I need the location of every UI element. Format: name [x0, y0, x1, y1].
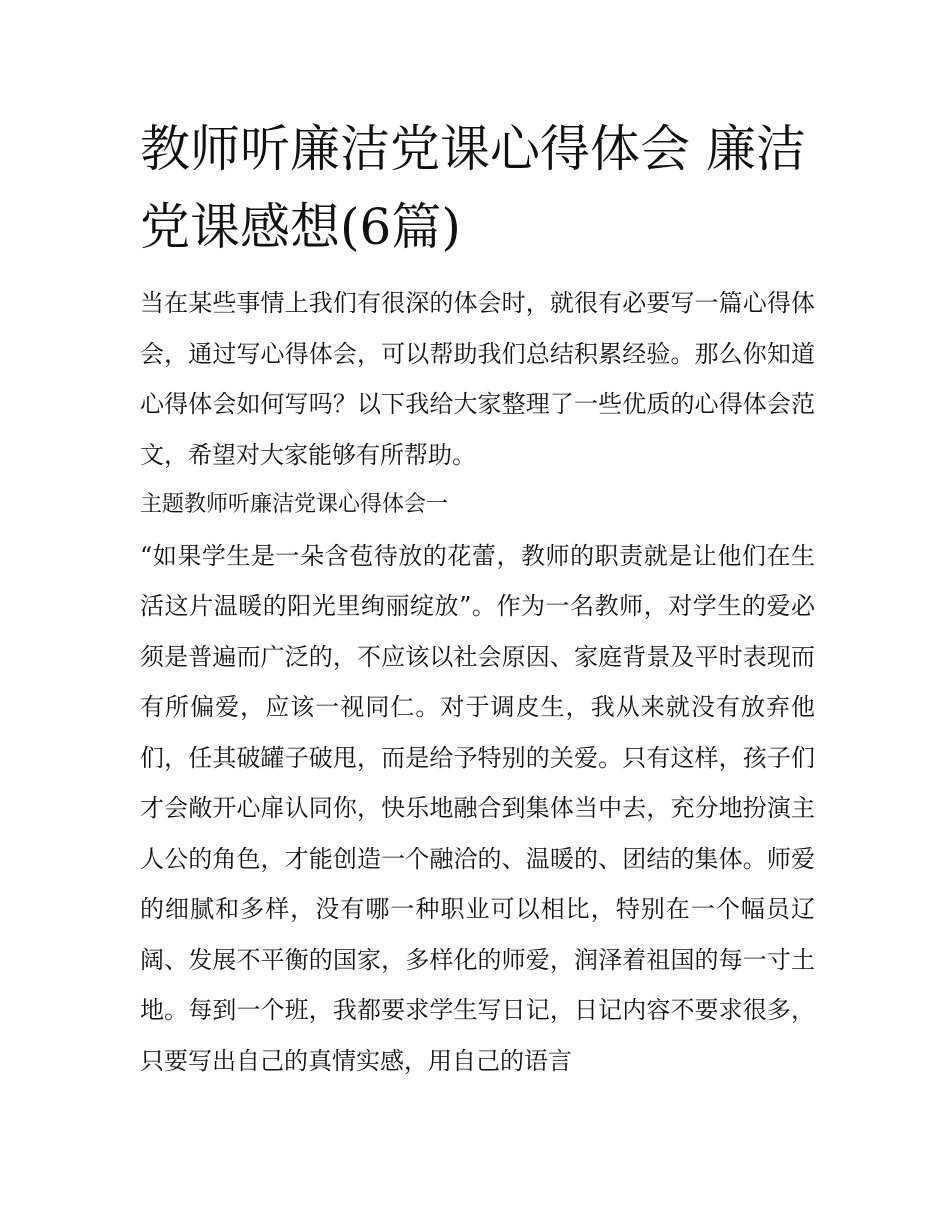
document-page — [140, 110, 815, 1086]
body-paragraph: “如果学生是一朵含苞待放的花蕾，教师的职责就是让他们在生活这片温暖的阳光里绚丽绽放”。作为一名教师，对学生的爱必须是普遍而广泛的，不应该以社会原因、家庭背景及平时表现而有所偏爱，应该一视同仁。对于调皮生，我从来就没有放弃他们，任其破罐子破甩，而是给予特别的关爱。只有这样，孩子们才会敞开心扉认同你，快乐地融合到集体当中去，充分地扮演主人公的角色，才能创造一个融洽的、温暖的、团结的集体。师爱的细腻和多样，没有哪一种职业可以相比，特别在一个幅员辽阔、发展不平衡的国家，多样化的师爱，润泽着祖国的每一寸土地。每到一个班，我都要求学生写日记，日记内容不要求很多，只要写出自己的真情实感，用自己的语言 — [140, 541, 815, 1075]
intro-paragraph: 当在某些事情上我们有很深的体会时，就很有必要写一篇心得体会，通过写心得体会，可以帮助我们总结积累经验。那么你知道心得体会如何写吗？以下我给大家整理了一些优质的心得体会范文，希望对大家能够有所帮助。 — [140, 289, 815, 469]
document-title: 教师听廉洁党课心得体会 廉洁党课感想(6篇) — [140, 120, 806, 256]
section-heading: 主题教师听廉洁党课心得体会一 — [140, 492, 449, 517]
